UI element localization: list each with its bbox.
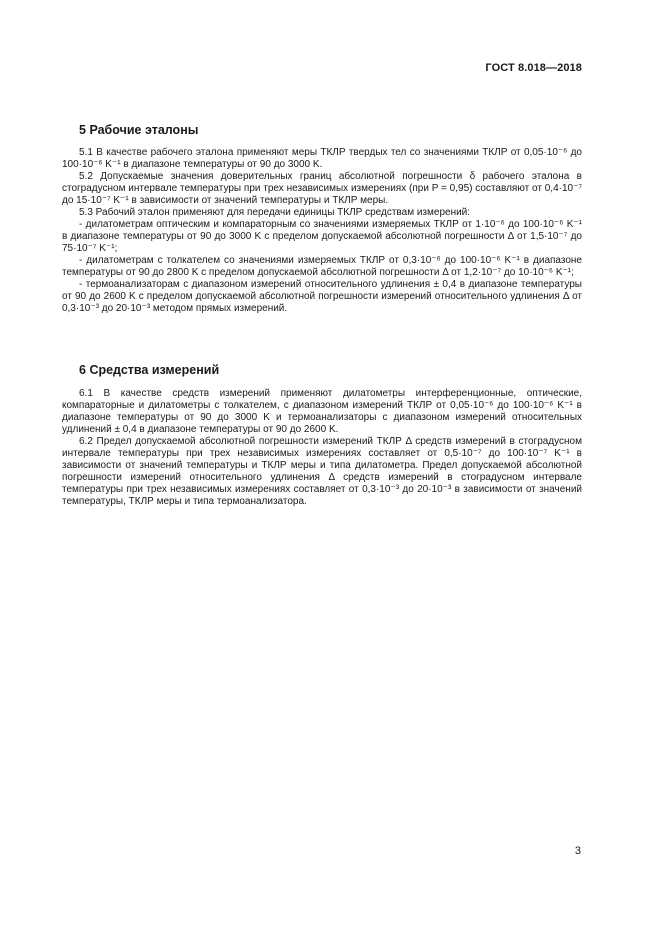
list-item-thermoanalyzers: - термоанализаторам с диапазоном измерений относительного удлинения ± 0,4 в диапазоне температуры от 90 до 2600 K с пределом допускаемой абсолютной погрешности измерений относительного удлинения Δ от 0,3·10⁻³ до 20·10⁻³ методом прямых измерений. <box>62 279 582 314</box>
section-5-title: Рабочие эталоны <box>89 123 199 137</box>
paragraph-6-2: 6.2 Предел допускаемой абсолютной погрешности измерений ТКЛР Δ средств измерений в стоградусном интервале температуры при трех независимых измерениях составляет от 0,5·10⁻⁷ до 100·10⁻⁷ K⁻¹ в зависимости от значений температуры и ТКЛР меры и типа дилатометра. Предел допускаемой абсолютной погрешности измерений относительного удлинения Δ средств измерений в стоградусном интервале температуры при трех независимых измерениях составляет от 0,3·10⁻³ до 20·10⁻³ в зависимости от значений температуры, ТКЛР меры и типа термоанализатора. <box>62 436 582 507</box>
section-5-body <box>62 147 582 315</box>
section-6-body <box>62 388 582 508</box>
section-5-number: 5 <box>79 123 86 137</box>
paragraph-5-1: 5.1 В качестве рабочего эталона применяют меры ТКЛР твердых тел со значениями ТКЛР от 0,05·10⁻⁶ до 100·10⁻⁶ K⁻¹ в диапазоне температуры от 90 до 3000 K. <box>62 147 582 170</box>
section-5-heading <box>79 123 198 137</box>
section-6-heading <box>79 363 219 377</box>
page-number: 3 <box>574 845 581 857</box>
paragraph-5-3: 5.3 Рабочий эталон применяют для передачи единицы ТКЛР средствам измерений: <box>79 207 471 218</box>
section-6-number: 6 <box>79 363 86 377</box>
document-number: ГОСТ 8.018—2018 <box>485 62 582 74</box>
list-item-optical-dilatometers: - дилатометрам оптическим и компараторным со значениями измеряемых ТКЛР от 1·10⁻⁶ до 100·10⁻⁶ K⁻¹ в диапазоне температуры от 90 до 3000 K с пределом допускаемой абсолютной погрешности Δ от 1,5·10⁻⁷ до 75·10⁻⁷ K⁻¹; <box>62 219 582 254</box>
list-item-pushrod-dilatometers: - дилатометрам с толкателем со значениями измеряемых ТКЛР от 0,3·10⁻⁶ до 100·10⁻⁶ K⁻¹ в диапазоне температуры от 90 до 2800 K с пределом допускаемой абсолютной погрешности Δ от 1,2·10⁻⁷ до 10·10⁻⁶ K⁻¹; <box>62 255 582 278</box>
paragraph-5-2: 5.2 Допускаемые значения доверительных границ абсолютной погрешности δ рабочего эталона в стоградусном интервале температуры при трех независимых измерениях (при P = 0,95) составляют от 0,4·10⁻⁷ до 15·10⁻⁷ K⁻¹ в зависимости от значений температуры и ТКЛР меры. <box>62 171 582 206</box>
section-6-title: Средства измерений <box>89 363 220 377</box>
paragraph-6-1: 6.1 В качестве средств измерений применяют дилатометры интерференционные, оптические, компараторные и дилатометры с толкателем, с диапазоном измерений ТКЛР от 0,05·10⁻⁶ до 100·10⁻⁶ K⁻¹ в диапазоне температуры от 90 до 3000 K и термоанализаторы с диапазоном измерений относительных удлинений ± 0,4 в диапазоне температуры от 90 до 2600 K. <box>62 388 582 435</box>
